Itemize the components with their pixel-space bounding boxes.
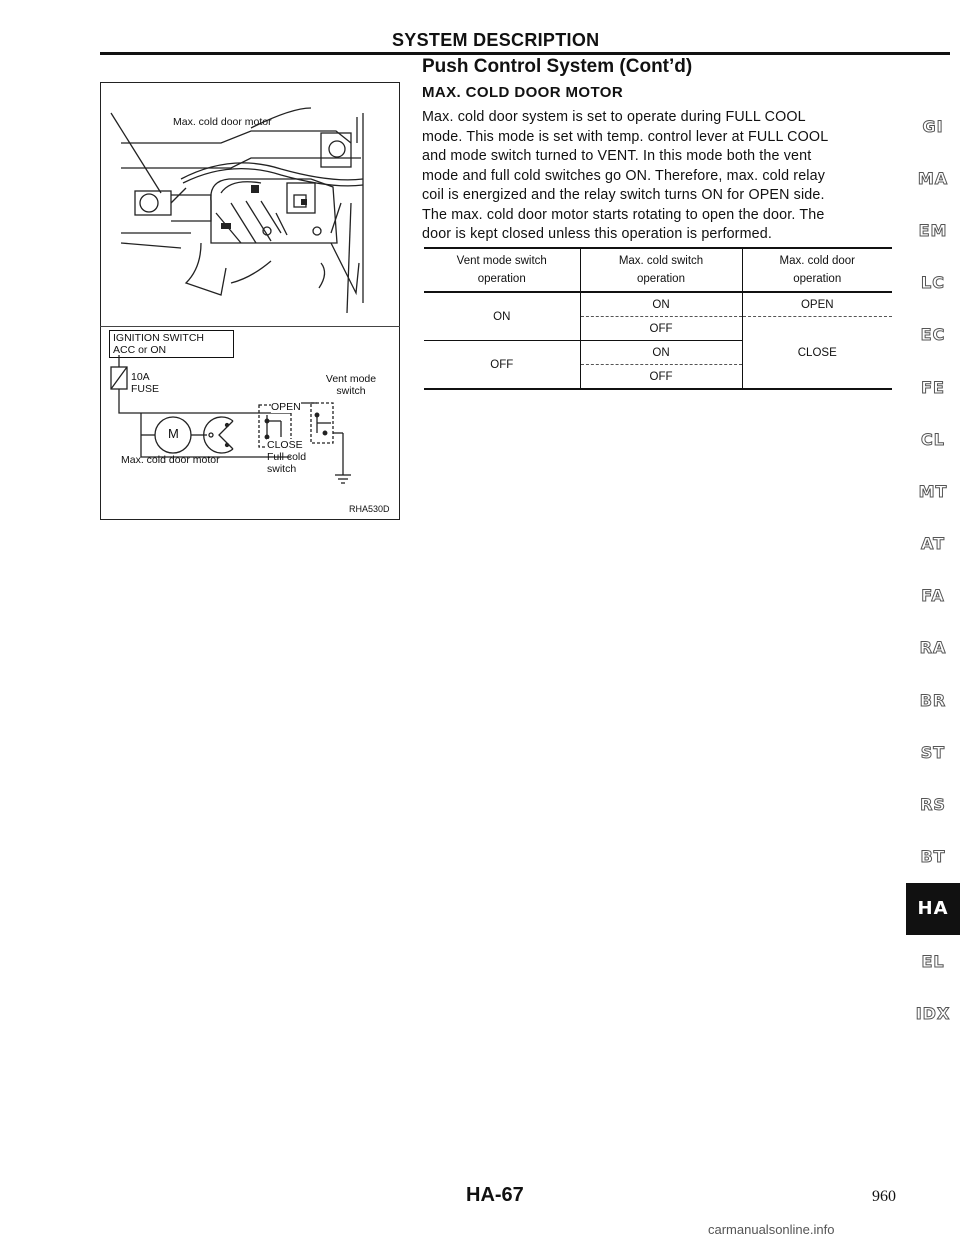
watermark: carmanualsonline.info (708, 1222, 835, 1237)
fuse-label: FUSE (131, 383, 160, 395)
paragraph-line: door is kept closed unless this operation is performed. (422, 226, 772, 242)
full-cold-switch-line2: switch (267, 463, 297, 475)
header-max-cold-switch: Max. cold switch operation (580, 248, 742, 292)
motor-callout-label: Max. cold door motor (173, 116, 272, 128)
full-cold-switch-label (267, 451, 306, 475)
figure-code: RHA530D (349, 504, 390, 514)
tab-lc[interactable]: LC (921, 273, 945, 293)
paragraph-line: mode and full cold switches go ON. Therefore, max. cold relay (422, 167, 826, 184)
tab-rs[interactable]: RS (920, 795, 946, 815)
paragraph-line: mode. This mode is set with temp. control lever at FULL COOL (422, 128, 829, 145)
page-title: SYSTEM DESCRIPTION (392, 30, 600, 50)
ignition-state-label: ACC or ON (113, 344, 167, 356)
tab-el[interactable]: EL (921, 951, 945, 971)
figure-frame (100, 82, 400, 520)
ignition-switch-label: IGNITION SWITCH (113, 332, 204, 344)
tab-bt[interactable]: BT (920, 847, 946, 867)
paragraph-line: and mode switch turned to VENT. In this mode both the vent (422, 148, 812, 164)
tab-idx[interactable]: IDX (915, 1003, 951, 1023)
header-max-cold-door: Max. cold door operation (742, 248, 892, 292)
cell-vent-off: OFF (490, 358, 514, 371)
cell-door-open: OPEN (742, 292, 892, 317)
operation-table (424, 247, 892, 390)
tab-br[interactable]: BR (919, 690, 947, 710)
paragraph-line: Max. cold door system is set to operate during FULL COOL (422, 109, 806, 125)
tab-at[interactable]: AT (920, 534, 946, 554)
tab-cl[interactable]: CL (921, 429, 945, 449)
tab-mt[interactable]: MT (918, 481, 948, 501)
header-vent-mode-switch: Vent mode switch operation (456, 255, 547, 285)
circuit-motor-label: Max. cold door motor (121, 454, 220, 466)
cell-door-close: CLOSE (742, 317, 892, 390)
table-header-row (424, 248, 892, 292)
paragraph-line: The max. cold door motor starts rotating to open the door. The (422, 206, 825, 223)
title-rule (100, 52, 950, 55)
cell-vent-on: ON (424, 292, 580, 341)
vent-mode-switch-line1: Vent mode (325, 373, 377, 385)
vent-mode-switch-label (321, 373, 381, 397)
paragraph-line: coil is energized and the relay switch turns ON for OPEN side. (422, 187, 825, 203)
table-row (424, 292, 892, 317)
subsection-title: MAX. COLD DOOR MOTOR (422, 84, 624, 101)
description-paragraph (422, 108, 908, 245)
cell-max-cold-on: ON (580, 341, 742, 365)
tab-ha[interactable]: HA (906, 883, 960, 935)
tab-gi[interactable]: GI (922, 116, 944, 136)
tab-ma[interactable]: MA (917, 168, 949, 188)
close-contact-label: CLOSE (267, 439, 303, 451)
figure-divider (100, 326, 400, 327)
tab-fe[interactable]: FE (921, 377, 945, 397)
motor-symbol: M (168, 426, 179, 441)
full-cold-switch-line1: Full cold (267, 451, 307, 463)
cell-max-cold-on: ON (580, 292, 742, 317)
cell-max-cold-off: OFF (580, 365, 742, 390)
tab-ec[interactable]: EC (920, 325, 946, 345)
section-tabs (906, 100, 960, 1039)
sheet-number: 960 (872, 1188, 896, 1205)
ignition-switch-box (109, 330, 234, 358)
tab-fa[interactable]: FA (921, 586, 945, 606)
cell-max-cold-off: OFF (580, 317, 742, 341)
vent-mode-switch-line2: switch (336, 385, 366, 397)
page-number: HA-67 (466, 1184, 524, 1206)
tab-st[interactable]: ST (920, 742, 946, 762)
fuse-amperage: 10A (131, 371, 150, 383)
tab-em[interactable]: EM (918, 220, 948, 240)
tab-ra[interactable]: RA (919, 638, 947, 658)
open-contact-label: OPEN (271, 401, 301, 413)
section-title: Push Control System (Cont’d) (422, 56, 693, 77)
